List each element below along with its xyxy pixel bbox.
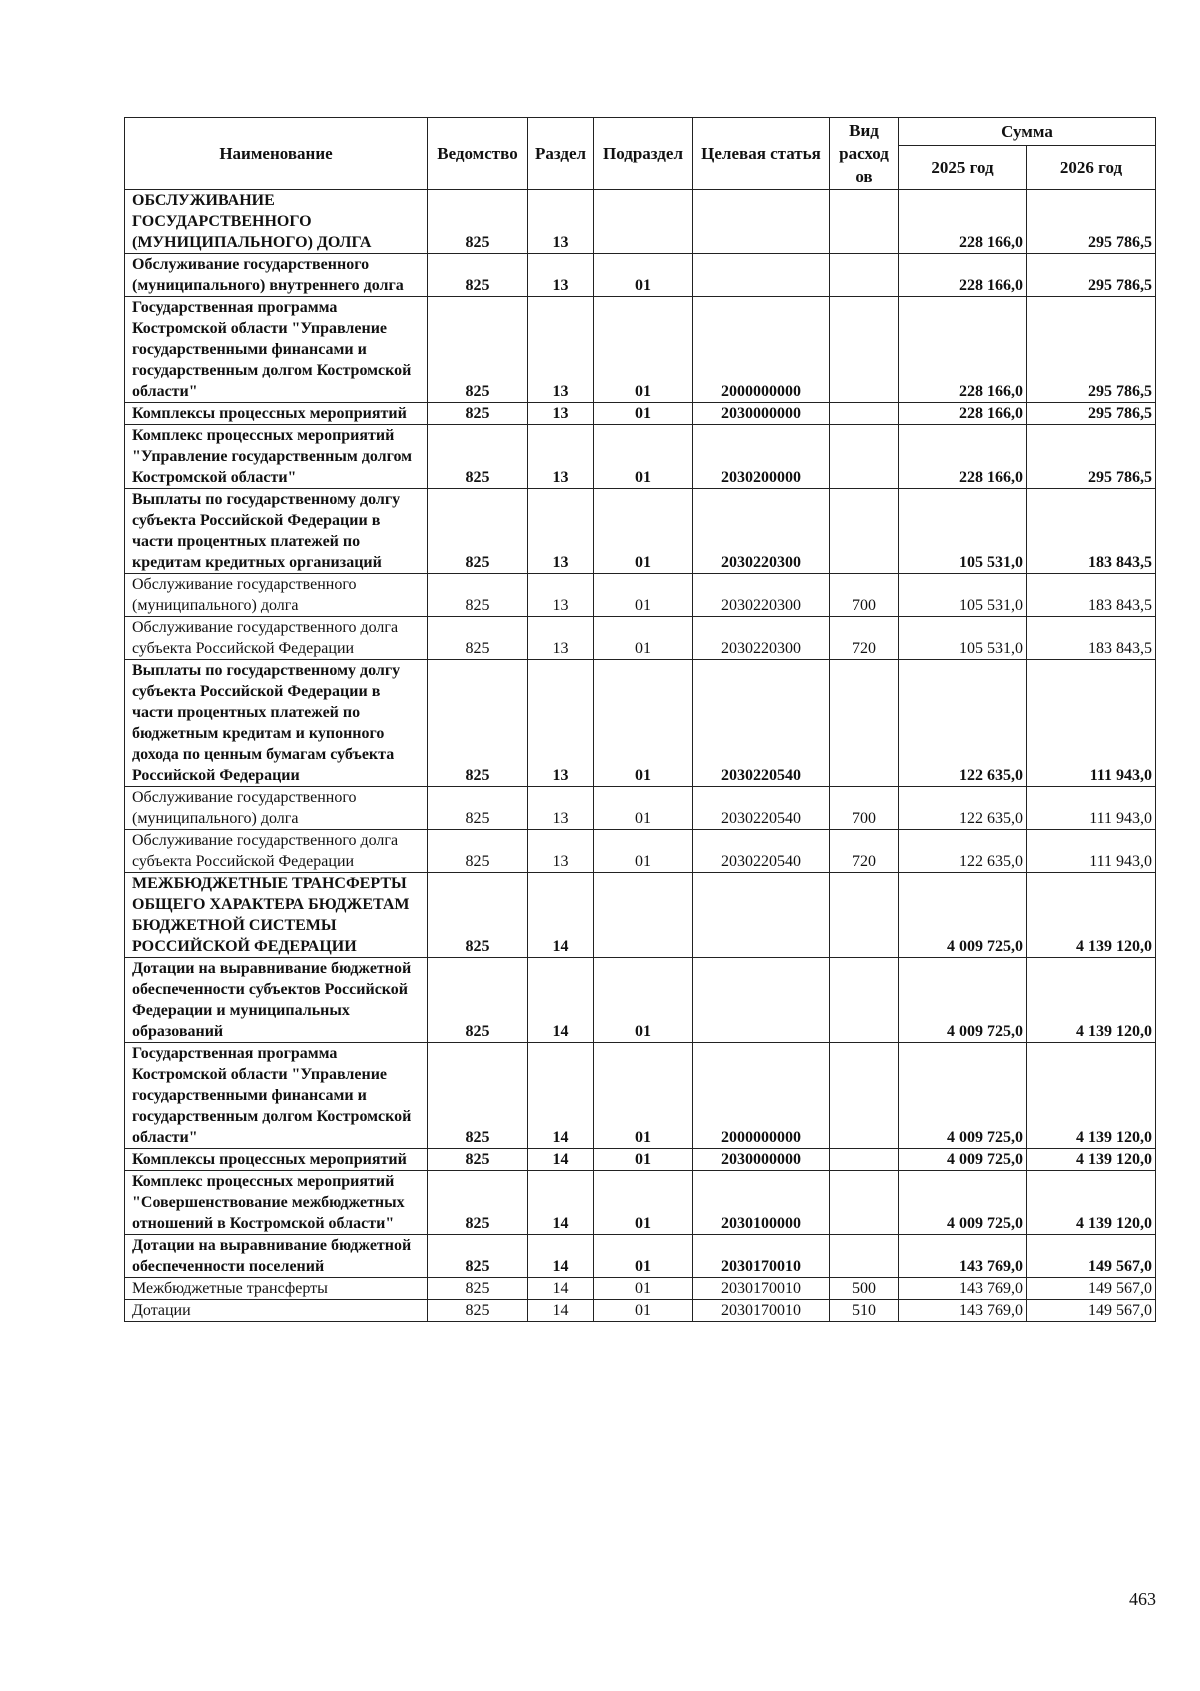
cell-name: Межбюджетные трансферты [125, 1278, 428, 1300]
cell-vedomstvo: 825 [428, 873, 528, 958]
cell-2026: 183 843,5 [1027, 489, 1156, 574]
cell-2026: 295 786,5 [1027, 254, 1156, 297]
cell-2026: 4 139 120,0 [1027, 873, 1156, 958]
cell-podrazdel: 01 [594, 1171, 693, 1235]
cell-2025: 122 635,0 [899, 787, 1027, 830]
cell-razdel: 13 [528, 297, 594, 403]
cell-2025: 143 769,0 [899, 1235, 1027, 1278]
cell-vid: 720 [830, 830, 899, 873]
table-row [125, 297, 1156, 403]
cell-2026: 4 139 120,0 [1027, 1149, 1156, 1171]
cell-podrazdel: 01 [594, 489, 693, 574]
table-header [125, 118, 1156, 190]
cell-vid: 500 [830, 1278, 899, 1300]
cell-2026: 295 786,5 [1027, 190, 1156, 254]
cell-vedomstvo: 825 [428, 574, 528, 617]
cell-podrazdel [594, 190, 693, 254]
table-row [125, 489, 1156, 574]
cell-vid [830, 254, 899, 297]
cell-podrazdel: 01 [594, 617, 693, 660]
cell-name: Обслуживание государственного (муниципального) долга [125, 574, 428, 617]
cell-2026: 149 567,0 [1027, 1278, 1156, 1300]
cell-vid [830, 1043, 899, 1149]
cell-vedomstvo: 825 [428, 403, 528, 425]
cell-razdel: 13 [528, 403, 594, 425]
header-razdel: Раздел [528, 118, 594, 190]
cell-tselevaya: 2030220540 [693, 830, 830, 873]
cell-vid [830, 425, 899, 489]
cell-2026: 149 567,0 [1027, 1300, 1156, 1322]
cell-tselevaya: 2000000000 [693, 297, 830, 403]
cell-podrazdel: 01 [594, 1043, 693, 1149]
budget-table [124, 117, 1156, 1322]
cell-2025: 228 166,0 [899, 190, 1027, 254]
cell-razdel: 13 [528, 489, 594, 574]
cell-2025: 228 166,0 [899, 254, 1027, 297]
cell-2026: 183 843,5 [1027, 617, 1156, 660]
cell-name: Обслуживание государственного долга субъекта Российской Федерации [125, 830, 428, 873]
cell-2026: 183 843,5 [1027, 574, 1156, 617]
cell-razdel: 13 [528, 830, 594, 873]
header-name: Наименование [125, 118, 428, 190]
budget-sheet [124, 117, 1155, 1322]
cell-vid [830, 958, 899, 1043]
cell-podrazdel: 01 [594, 1300, 693, 1322]
header-summa: Сумма [899, 118, 1156, 146]
cell-name: Государственная программа Костромской области "Управление государственными финансами и государственным долгом Костромской области" [125, 297, 428, 403]
cell-vedomstvo: 825 [428, 425, 528, 489]
cell-2026: 149 567,0 [1027, 1235, 1156, 1278]
table-row [125, 403, 1156, 425]
cell-tselevaya: 2030170010 [693, 1235, 830, 1278]
table-row [125, 1278, 1156, 1300]
cell-razdel: 13 [528, 660, 594, 787]
cell-2025: 122 635,0 [899, 660, 1027, 787]
table-row [125, 787, 1156, 830]
cell-vid: 720 [830, 617, 899, 660]
cell-razdel: 13 [528, 254, 594, 297]
cell-razdel: 13 [528, 190, 594, 254]
cell-razdel: 14 [528, 873, 594, 958]
cell-razdel: 14 [528, 1149, 594, 1171]
cell-vid [830, 190, 899, 254]
cell-name: Комплексы процессных мероприятий [125, 1149, 428, 1171]
cell-vid [830, 1149, 899, 1171]
table-row [125, 254, 1156, 297]
cell-vedomstvo: 825 [428, 830, 528, 873]
cell-vedomstvo: 825 [428, 1300, 528, 1322]
cell-2025: 105 531,0 [899, 617, 1027, 660]
cell-tselevaya [693, 958, 830, 1043]
cell-name: Государственная программа Костромской области "Управление государственными финансами и государственным долгом Костромской области" [125, 1043, 428, 1149]
cell-podrazdel: 01 [594, 574, 693, 617]
cell-podrazdel: 01 [594, 660, 693, 787]
cell-tselevaya [693, 254, 830, 297]
cell-2026: 111 943,0 [1027, 787, 1156, 830]
cell-2025: 143 769,0 [899, 1300, 1027, 1322]
cell-tselevaya: 2030220300 [693, 489, 830, 574]
cell-razdel: 14 [528, 958, 594, 1043]
cell-2025: 4 009 725,0 [899, 1149, 1027, 1171]
cell-2026: 4 139 120,0 [1027, 1043, 1156, 1149]
cell-vid [830, 873, 899, 958]
cell-podrazdel: 01 [594, 403, 693, 425]
cell-vedomstvo: 825 [428, 1235, 528, 1278]
table-row [125, 1235, 1156, 1278]
cell-vedomstvo: 825 [428, 1149, 528, 1171]
cell-podrazdel: 01 [594, 830, 693, 873]
cell-tselevaya: 2030000000 [693, 1149, 830, 1171]
cell-razdel: 13 [528, 574, 594, 617]
cell-name: Обслуживание государственного (муниципального) долга [125, 787, 428, 830]
cell-vedomstvo: 825 [428, 297, 528, 403]
cell-podrazdel: 01 [594, 958, 693, 1043]
cell-vid [830, 403, 899, 425]
cell-name: Комплекс процессных мероприятий "Совершенствование межбюджетных отношений в Костромской области" [125, 1171, 428, 1235]
table-row [125, 574, 1156, 617]
header-tselevaya: Целевая статья [693, 118, 830, 190]
table-row [125, 1171, 1156, 1235]
header-vid: Вид расход ов [830, 118, 899, 190]
cell-name: МЕЖБЮДЖЕТНЫЕ ТРАНСФЕРТЫ ОБЩЕГО ХАРАКТЕРА БЮДЖЕТАМ БЮДЖЕТНОЙ СИСТЕМЫ РОССИЙСКОЙ ФЕДЕРАЦИИ [125, 873, 428, 958]
cell-name: Комплекс процессных мероприятий "Управление государственным долгом Костромской области" [125, 425, 428, 489]
cell-name: Выплаты по государственному долгу субъекта Российской Федерации в части процентных платежей по бюджетным кредитам и купонного дохода по ценным бумагам субъекта Российской Федерации [125, 660, 428, 787]
cell-tselevaya: 2030220300 [693, 574, 830, 617]
cell-2025: 105 531,0 [899, 574, 1027, 617]
cell-podrazdel: 01 [594, 297, 693, 403]
cell-2026: 295 786,5 [1027, 403, 1156, 425]
cell-podrazdel: 01 [594, 1235, 693, 1278]
cell-razdel: 13 [528, 617, 594, 660]
header-2026: 2026 год [1027, 146, 1156, 190]
cell-tselevaya: 2030000000 [693, 403, 830, 425]
table-row [125, 1149, 1156, 1171]
cell-name: Обслуживание государственного долга субъекта Российской Федерации [125, 617, 428, 660]
cell-2026: 111 943,0 [1027, 660, 1156, 787]
cell-vid: 700 [830, 787, 899, 830]
header-podrazdel: Подраздел [594, 118, 693, 190]
cell-2025: 143 769,0 [899, 1278, 1027, 1300]
header-vedomstvo: Ведомство [428, 118, 528, 190]
table-row [125, 660, 1156, 787]
table-row [125, 617, 1156, 660]
cell-vid [830, 489, 899, 574]
cell-podrazdel: 01 [594, 254, 693, 297]
cell-name: Выплаты по государственному долгу субъекта Российской Федерации в части процентных платежей по кредитам кредитных организаций [125, 489, 428, 574]
cell-2025: 4 009 725,0 [899, 1171, 1027, 1235]
cell-razdel: 14 [528, 1278, 594, 1300]
cell-name: Обслуживание государственного (муниципального) внутреннего долга [125, 254, 428, 297]
table-row [125, 1043, 1156, 1149]
cell-razdel: 14 [528, 1235, 594, 1278]
cell-2025: 4 009 725,0 [899, 958, 1027, 1043]
cell-2026: 4 139 120,0 [1027, 1171, 1156, 1235]
table-row [125, 958, 1156, 1043]
cell-razdel: 13 [528, 787, 594, 830]
cell-2025: 228 166,0 [899, 425, 1027, 489]
page-number: 463 [1129, 1589, 1156, 1609]
cell-vedomstvo: 825 [428, 660, 528, 787]
cell-vedomstvo: 825 [428, 1278, 528, 1300]
cell-vedomstvo: 825 [428, 617, 528, 660]
cell-vid [830, 1235, 899, 1278]
cell-tselevaya: 2030220540 [693, 660, 830, 787]
cell-razdel: 14 [528, 1043, 594, 1149]
table-row [125, 830, 1156, 873]
cell-tselevaya: 2030100000 [693, 1171, 830, 1235]
cell-name: ОБСЛУЖИВАНИЕ ГОСУДАРСТВЕННОГО (МУНИЦИПАЛЬНОГО) ДОЛГА [125, 190, 428, 254]
table-row [125, 190, 1156, 254]
cell-name: Комплексы процессных мероприятий [125, 403, 428, 425]
cell-podrazdel: 01 [594, 1149, 693, 1171]
cell-vedomstvo: 825 [428, 190, 528, 254]
cell-vid: 510 [830, 1300, 899, 1322]
cell-tselevaya: 2000000000 [693, 1043, 830, 1149]
cell-vedomstvo: 825 [428, 1171, 528, 1235]
cell-2025: 122 635,0 [899, 830, 1027, 873]
cell-2025: 105 531,0 [899, 489, 1027, 574]
cell-vedomstvo: 825 [428, 1043, 528, 1149]
cell-2025: 4 009 725,0 [899, 873, 1027, 958]
cell-podrazdel: 01 [594, 1278, 693, 1300]
cell-2026: 295 786,5 [1027, 297, 1156, 403]
cell-2026: 4 139 120,0 [1027, 958, 1156, 1043]
table-row [125, 425, 1156, 489]
table-body [125, 190, 1156, 1322]
cell-tselevaya: 2030170010 [693, 1300, 830, 1322]
cell-name: Дотации на выравнивание бюджетной обеспеченности поселений [125, 1235, 428, 1278]
table-row [125, 1300, 1156, 1322]
cell-2026: 295 786,5 [1027, 425, 1156, 489]
cell-tselevaya: 2030220540 [693, 787, 830, 830]
cell-razdel: 14 [528, 1171, 594, 1235]
cell-vedomstvo: 825 [428, 254, 528, 297]
cell-2025: 228 166,0 [899, 297, 1027, 403]
cell-razdel: 13 [528, 425, 594, 489]
cell-2025: 4 009 725,0 [899, 1043, 1027, 1149]
cell-tselevaya [693, 190, 830, 254]
cell-tselevaya: 2030170010 [693, 1278, 830, 1300]
cell-2025: 228 166,0 [899, 403, 1027, 425]
cell-vedomstvo: 825 [428, 489, 528, 574]
cell-vedomstvo: 825 [428, 958, 528, 1043]
cell-razdel: 14 [528, 1300, 594, 1322]
cell-vedomstvo: 825 [428, 787, 528, 830]
cell-tselevaya: 2030220300 [693, 617, 830, 660]
cell-2026: 111 943,0 [1027, 830, 1156, 873]
cell-podrazdel [594, 873, 693, 958]
cell-vid [830, 660, 899, 787]
cell-podrazdel: 01 [594, 425, 693, 489]
cell-tselevaya [693, 873, 830, 958]
cell-vid [830, 297, 899, 403]
cell-tselevaya: 2030200000 [693, 425, 830, 489]
cell-podrazdel: 01 [594, 787, 693, 830]
header-2025: 2025 год [899, 146, 1027, 190]
table-row [125, 873, 1156, 958]
cell-name: Дотации [125, 1300, 428, 1322]
cell-vid [830, 1171, 899, 1235]
cell-name: Дотации на выравнивание бюджетной обеспеченности субъектов Российской Федерации и муниципальных образований [125, 958, 428, 1043]
cell-vid: 700 [830, 574, 899, 617]
